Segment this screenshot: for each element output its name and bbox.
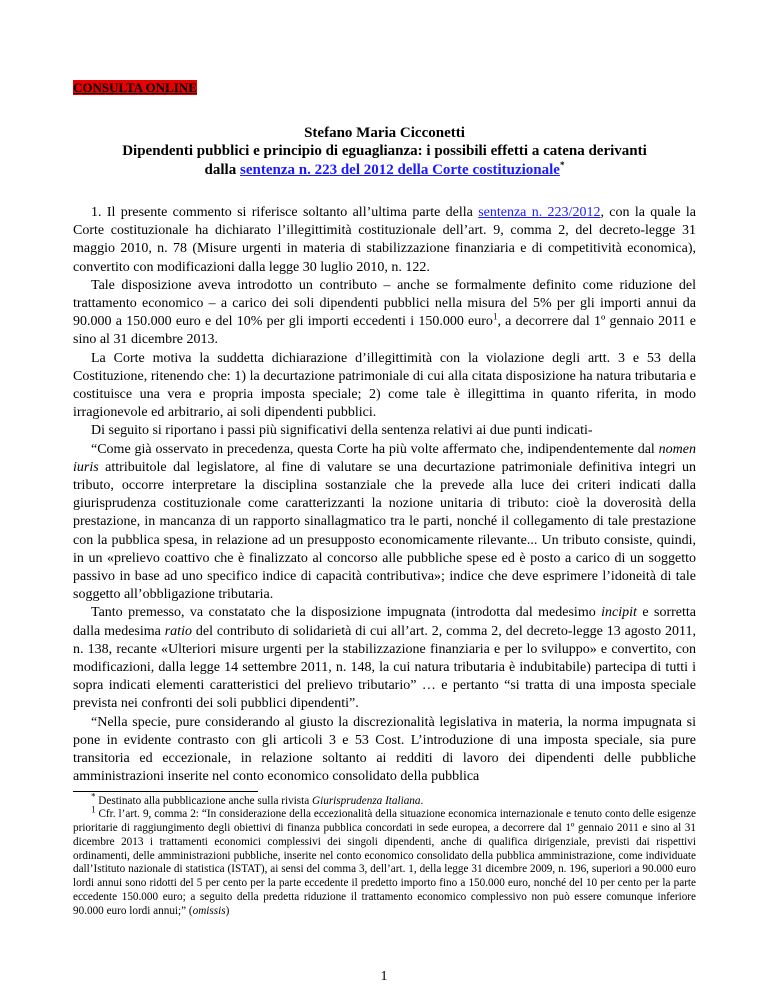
title-line-2	[73, 161, 696, 180]
paragraph-4: Di seguito si riportano i passi più significativi della sentenza relativi ai due punti indicati-	[91, 423, 593, 439]
title-prefix: dalla	[204, 162, 240, 178]
author-name: Stefano Maria Cicconetti	[304, 125, 465, 141]
title-sentenza-link[interactable]: sentenza n. 223 del 2012 della Corte costituzionale	[239, 162, 560, 178]
paragraph-3: La Corte motiva la suddetta dichiarazione d’illegittimità con la violazione degli artt. 3 e 53 della Costituzione, ritenendo che: 1) la decurtazione patrimoniale di cui alla citata disposizione ha natura tributaria e costituisce una vera e propria imposta speciale; 2) come tale è illegittima in quanto riferita, in modo irragionevole ed arbitrario, ai soli dipendenti pubblici.	[73, 350, 696, 421]
footnote-1-mark: *	[91, 790, 96, 801]
site-header[interactable]	[73, 80, 696, 96]
paragraph-6	[73, 604, 696, 713]
p2-text-b: , a decorrere dal 1º gennaio 2011 e sino al 31 dicembre 2013.	[73, 314, 696, 348]
footnotes	[73, 790, 696, 919]
paragraph-5	[73, 441, 696, 605]
footnote-separator	[73, 791, 258, 792]
p1-text-b: , con la quale la Corte costituzionale ha dichiarato l’illegittimità costituzionale dell’art. 9, comma 2, del decreto-legge 31 maggio 2010, n. 78 (Misure urgenti in materia di stabilizzazione finanziaria e di competitività economica), convertito con modificazioni dalla legge 30 luglio 2010, n. 122.	[73, 205, 696, 275]
footnote-2-mark: 1	[91, 804, 96, 815]
paragraph-2	[73, 277, 696, 350]
header-online[interactable]: ONLINE	[142, 80, 197, 95]
p2-footnote-mark[interactable]: 1	[492, 311, 498, 322]
p5-italic: nomen iuris	[73, 441, 696, 475]
footnote-2-text-b: )	[225, 904, 230, 917]
p5-text-a: “Come già osservato in precedenza, questa Corte ha più volte affermato che, indipendentemente dal	[91, 441, 659, 457]
document-page	[73, 80, 696, 919]
p1-text-a: 1. Il presente commento si riferisce soltanto all’ultima parte della	[91, 205, 479, 220]
title-footnote-mark[interactable]: *	[559, 160, 565, 170]
p6-text-c: del contributo di solidarietà di cui all’art. 2, comma 2, del decreto-legge 13 agosto 2011, n. 138, recante «Ulteriori misure urgenti per la stabilizzazione finanziaria e per lo sviluppo» e convertito, con modificazioni, dalla legge 14 settembre 2011, n. 148, la cui natura tributaria è indubitabile) partecipa di tutti i sopra indicati elementi caratteristici del prelievo tributario” … e pertanto “si tratta di una imposta speciale prevista nei confronti dei soli pubblici dipendenti”.	[73, 623, 696, 712]
footnote-2	[73, 804, 696, 918]
p1-sentenza-link[interactable]: sentenza n. 223/2012	[478, 205, 601, 220]
header-consulta[interactable]: CONSULTA	[73, 80, 143, 95]
p5-text-b: attribuitole dal legislatore, al fine di valutare se una decurtazione patrimoniale definitiva integri un tributo, occorre interpretare la disciplina sostanziale che la prevede alla luce dei criteri indicati dalla giurisprudenza costituzionale come caratterizzanti la nozione unitaria di tributo: cioè la doverosità della prestazione, in mancanza di un rapporto sinallagmatico tra le parti, nonché il collegamento di tale prestazione con la pubblica spesa, in relazione ad un presupposto economicamente rilevante... Un tributo consiste, quindi, in un «prelievo coattivo che è finalizzato al concorso alle pubbliche spese ed è posto a carico di un soggetto passivo in base ad uno specifico indice di capacità contributiva»; indice che deve esprimere l’idoneità di tale soggetto all’obbligazione tributaria.	[73, 459, 696, 603]
p6-italic-1: incipit	[601, 605, 637, 621]
p6-text-a: Tanto premesso, va constatato che la disposizione impugnata (introdotta dal medesimo	[91, 605, 602, 621]
title-line-1: Dipendenti pubblici e principio di eguaglianza: i possibili effetti a catena derivanti	[122, 143, 647, 159]
article-title	[73, 142, 696, 180]
p6-italic-2: ratio	[164, 623, 192, 639]
footnote-1-italic: Giurisprudenza Italiana	[312, 794, 421, 807]
paragraph-1	[73, 204, 696, 277]
footnote-1	[73, 790, 696, 809]
article-body	[73, 204, 696, 787]
paragraph-7: “Nella specie, pure considerando al giusto la discrezionalità legislativa in materia, la norma impugnata si pone in evidente contrasto con gli articoli 3 e 53 Cost. L’introduzione di una imposta speciale, sia pure transitoria ed eccezionale, in relazione soltanto ai redditi di lavoro dei dipendenti delle pubbliche amministrazioni inserite nel conto economico consolidato della pubblica	[73, 714, 696, 785]
page-number: 1	[380, 969, 388, 984]
footnote-2-text-a: Cfr. l’art. 9, comma 2: “In considerazione della eccezionalità della situazione economica internazionale e tenuto conto delle esigenze prioritarie di raggiungimento degli obiettivi di finanza pubblica concordati in sede europea, a decorrere dal 1º gennaio 2011 e sino al 31 dicembre 2013 i trattamenti economici complessivi dei singoli dipendenti, anche di qualifica dirigenziale, previsti dai rispettivi ordinamenti, delle amministrazioni pubbliche, inserite nel conto economico consolidato della pubblica amministrazione, come individuate dall’Istituto nazionale di statistica (ISTAT), ai sensi del comma 3, dell’art. 1, della legge 31 dicembre 2009, n. 196, superiori a 90.000 euro lordi annui sono ridotti del 5 per cento per la parte eccedente il predetto importo fino a 150.000 euro, nonché del 10 per cento per la parte eccedente 150.000 euro; a seguito della predetta riduzione il trattamento economico complessivo non può essere comunque inferiore 90.000 euro lordi annui;” (	[73, 808, 696, 917]
p2-text-a: Tale disposizione aveva introdotto un contributo – anche se formalmente definito come riduzione del trattamento economico – a carico dei soli dipendenti pubblici nella misura del 5% per gli importi annui da 90.000 a 150.000 euro e del 10% per gli importi eccedenti i 150.000 euro	[73, 277, 696, 330]
footnote-1-text-a: Destinato alla pubblicazione anche sulla rivista	[95, 794, 313, 807]
footnote-1-text-b: .	[420, 794, 424, 807]
p6-text-b: e sorretta dalla medesima	[73, 605, 696, 639]
footnote-2-italic: omissis	[192, 904, 226, 917]
